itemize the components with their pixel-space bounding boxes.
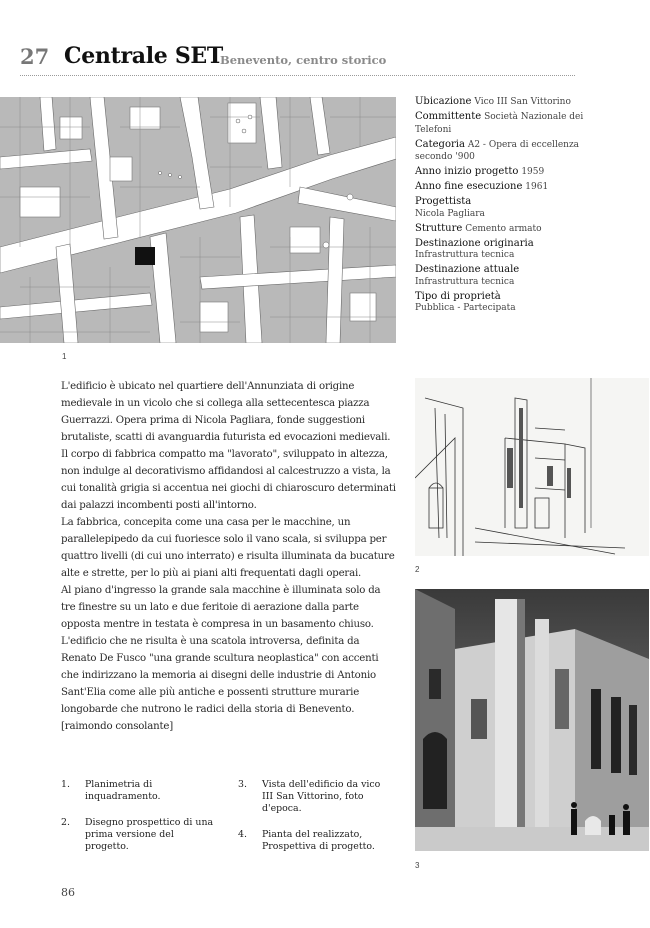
body-paragraph: L'edificio è ubicato nel quartiere dell'Annunziata di origine medievale in un vicolo che si collega alla settecentesca piazza Guerrazzi. Opera prima di Nicola Pagliara, fonde suggestioni brutaliste, scatti di avanguardia futurista ed evocazioni medievali. Il corpo di fabbrica compatto ma "lavorato", sviluppato in altezza, non indulge al decorativismo affidandosi al calcestruzzo a vista, la cui tonalità grigia si accentua nei giochi di chiaroscuro determinati dai palazzi incombenti posti all'intorno. xyxy=(61,381,396,511)
perspective-drawing xyxy=(415,378,649,556)
figure-number-3: 3 xyxy=(415,861,420,870)
info-row: Anno fine esecuzione 1961 xyxy=(415,181,549,192)
info-sheet xyxy=(415,96,615,317)
entry-number: 27 xyxy=(20,44,50,69)
figure-number-2: 2 xyxy=(415,565,420,574)
figure-number-1: 1 xyxy=(62,352,67,361)
highlighted-building xyxy=(135,247,155,265)
historic-photo xyxy=(415,589,649,851)
info-row: Committente Società Nazionale dei Telefoni xyxy=(415,111,584,135)
site-plan-map xyxy=(0,97,396,343)
perspective-sketch xyxy=(415,378,649,556)
author-credit: [raimondo consolante] xyxy=(61,721,173,732)
info-row: Anno inizio progetto 1959 xyxy=(415,166,545,177)
info-row: Categoria A2 - Opera di eccellenza secondo '900 xyxy=(415,138,580,162)
page-subtitle: Benevento, centro storico xyxy=(220,53,387,67)
body-paragraph: L'edificio che ne risulta è una scatola introversa, definita da Renato De Fusco "una grande scultura neoplastica" con accenti che indirizzano la memoria ai disegni delle industrie di Antonio Sant'Elia come alle più antiche e possenti strutture murarie longobarde che nutrono le radici della storia di Benevento. xyxy=(61,636,379,715)
page-header xyxy=(20,44,575,76)
page-title: Centrale SET xyxy=(64,43,223,69)
info-row: Tipo di proprietà Pubblica - Partecipata xyxy=(415,290,516,313)
body-text xyxy=(61,378,397,735)
info-row: Destinazione originaria Infrastruttura tecnica xyxy=(415,237,534,260)
info-row: Strutture Cemento armato xyxy=(415,222,542,234)
site-plan-drawing xyxy=(0,97,396,343)
info-row: Destinazione attuale Infrastruttura tecnica xyxy=(415,264,520,287)
page-number: 86 xyxy=(61,886,75,899)
body-paragraph: Al piano d'ingresso la grande sala macchine è illuminata solo da tre finestre su un lato e due feritoie di aerazione dalla parte opposta mentre in testata è compresa in un basamento chiuso. xyxy=(61,585,381,630)
building-photo xyxy=(415,589,649,851)
info-row: Ubicazione Vico III San Vittorino xyxy=(415,96,571,107)
info-row: Progettista Nicola Pagliara xyxy=(415,196,485,219)
body-paragraph: La fabbrica, concepita come una casa per le macchine, un parallelepipedo da cui fuoriesce solo il vano scala, si sviluppa per quattro livelli (di cui uno interrato) e risulta illuminata da bucature alte e strette, per lo più ai piani alti frequentati dagli operai. xyxy=(61,517,395,579)
